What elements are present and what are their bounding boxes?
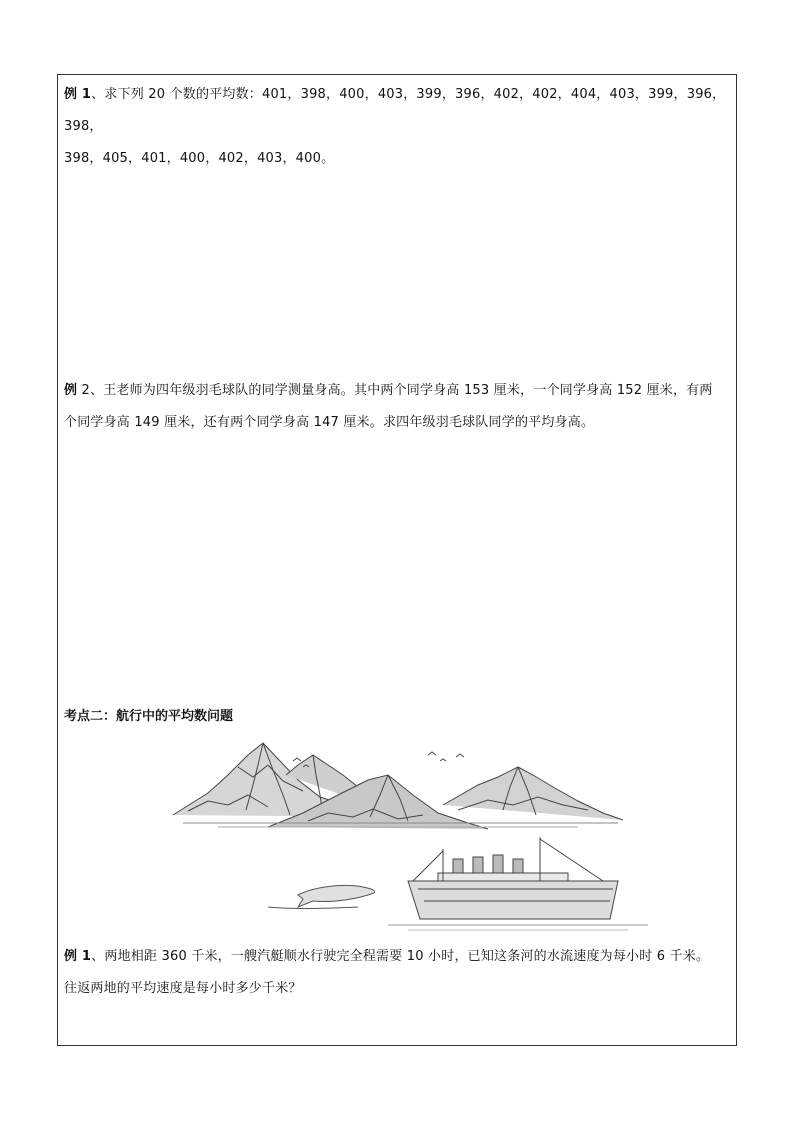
example-1-text-1: 、求下列 20 个数的平均数：401，398，400，403，399，396，402，402，404，403，399，396，398， xyxy=(64,87,726,134)
example-1-line-2: 398，405，401，400，402，403，400。 xyxy=(64,151,335,166)
example-3-text-1: 、两地相距 360 千米，一艘汽艇顺水行驶完全程需要 10 小时，已知这条河的水流速度为每小时 6 千米。 xyxy=(91,949,710,964)
example-3-line-1 xyxy=(64,941,728,973)
example-3-label: 例 1 xyxy=(64,949,92,964)
whale-sketch xyxy=(268,885,375,908)
example-3 xyxy=(64,941,728,1005)
section-heading: 考点二：航行中的平均数问题 xyxy=(64,709,234,724)
content-frame xyxy=(57,74,737,1046)
ship-sketch xyxy=(388,837,648,930)
mountains-sketch xyxy=(173,743,623,829)
mountain-ship-illustration xyxy=(58,75,738,935)
example-1-label: 例 1 xyxy=(64,87,92,102)
example-2-label: 例 xyxy=(64,383,78,398)
example-2-text-1: 2、王老师为四年级羽毛球队的同学测量身高。其中两个同学身高 153 厘米，一个同学身高 152 厘米，有两 xyxy=(77,383,713,398)
example-2-line-2: 个同学身高 149 厘米，还有两个同学身高 147 厘米。求四年级羽毛球队同学的平均身高。 xyxy=(64,415,595,430)
example-3-line-2: 往返两地的平均速度是每小时多少千米？ xyxy=(64,981,302,996)
